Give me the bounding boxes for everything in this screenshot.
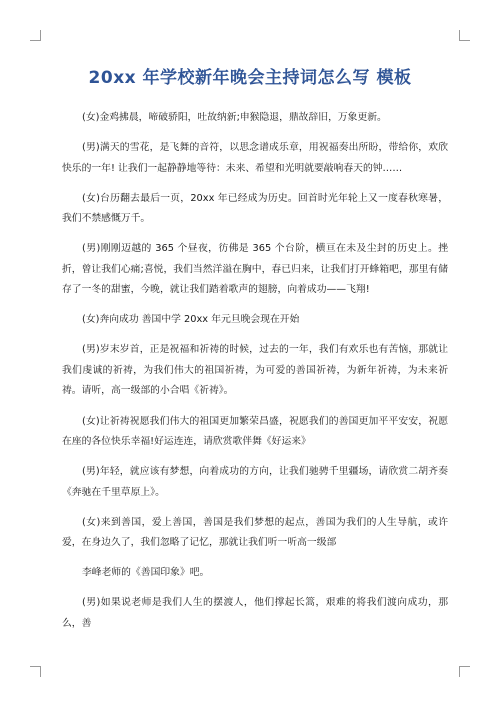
page-corner-mark-top-right (459, 30, 470, 41)
paragraph: 李峰老师的《善国印象》吧。 (82, 567, 210, 579)
paragraph: (男)满天的雪花，是飞舞的音符，以思念谱成乐章，用祝福奏出所盼，带给你，欢欣快乐的一年! 让我们一起静静地等待：未来、希望和光明就要敲响春天的钟…… (62, 142, 448, 174)
paragraph: (女)台历翻去最后一页，20xx 年已经成为历史。回首时光年轮上又一度春秋寒暑，我们不禁感慨万千。 (62, 192, 448, 225)
paragraph: (女)金鸡拂晨，啼破骄阳，吐故纳新;申猴隐退，鼎故辞旧，万象更新。 (82, 112, 387, 123)
paragraph: (男)刚刚迈越的 365 个昼夜，彷佛是 365 个台阶，横亘在未及尘封的历史上。挫折，曾让我们心痛;喜悦，我们当然洋溢在胸中，春已归来，让我们打开蜂箱吧，那里有储存了一冬的甜蜜，今晚，就让我们踏着歌声的翅膀，向着成功——飞翔! (62, 243, 448, 296)
paragraph: (男)年轻，就应该有梦想，向着成功的方向，让我们驰骋千里疆场，请欣赏二胡齐奏《奔驰在千里草原上》。 (62, 466, 448, 498)
document-title: 20xx 年学校新年晚会主持词怎么写 模板 (88, 68, 412, 88)
page-corner-mark-bottom-right (459, 666, 470, 677)
page-corner-mark-bottom-left (30, 666, 41, 677)
paragraph: (女)来到善国，爱上善国，善国是我们梦想的起点，善国为我们的人生导航，或许爱，在身边久了，我们忽略了记忆，那就让我们听一听高一级部 (62, 516, 448, 549)
paragraph: (男)岁末岁首，正是祝福和祈祷的时候，过去的一年，我们有欢乐也有苦恼，那就让我们虔诚的祈祷，为我们伟大的祖国祈祷，为可爱的善国祈祷，为新年祈祷，为未来祈祷。请听，高一级部的小合唱《祈祷》。 (62, 344, 448, 397)
document-body (62, 108, 448, 644)
page-corner-mark-top-left (30, 30, 41, 41)
paragraph: (女)奔向成功 善国中学 20xx 年元旦晚会现在开始 (82, 314, 300, 326)
paragraph: (女)让祈祷祝愿我们伟大的祖国更加繁荣昌盛，祝愿我们的善国更加平平安安，祝愿在座的各位快乐幸福!好运连连，请欣赏歌伴舞《好运来》 (62, 415, 448, 448)
paragraph: (男)如果说老师是我们人生的摆渡人，他们撑起长篙，艰难的将我们渡向成功，那么，善 (62, 597, 448, 629)
